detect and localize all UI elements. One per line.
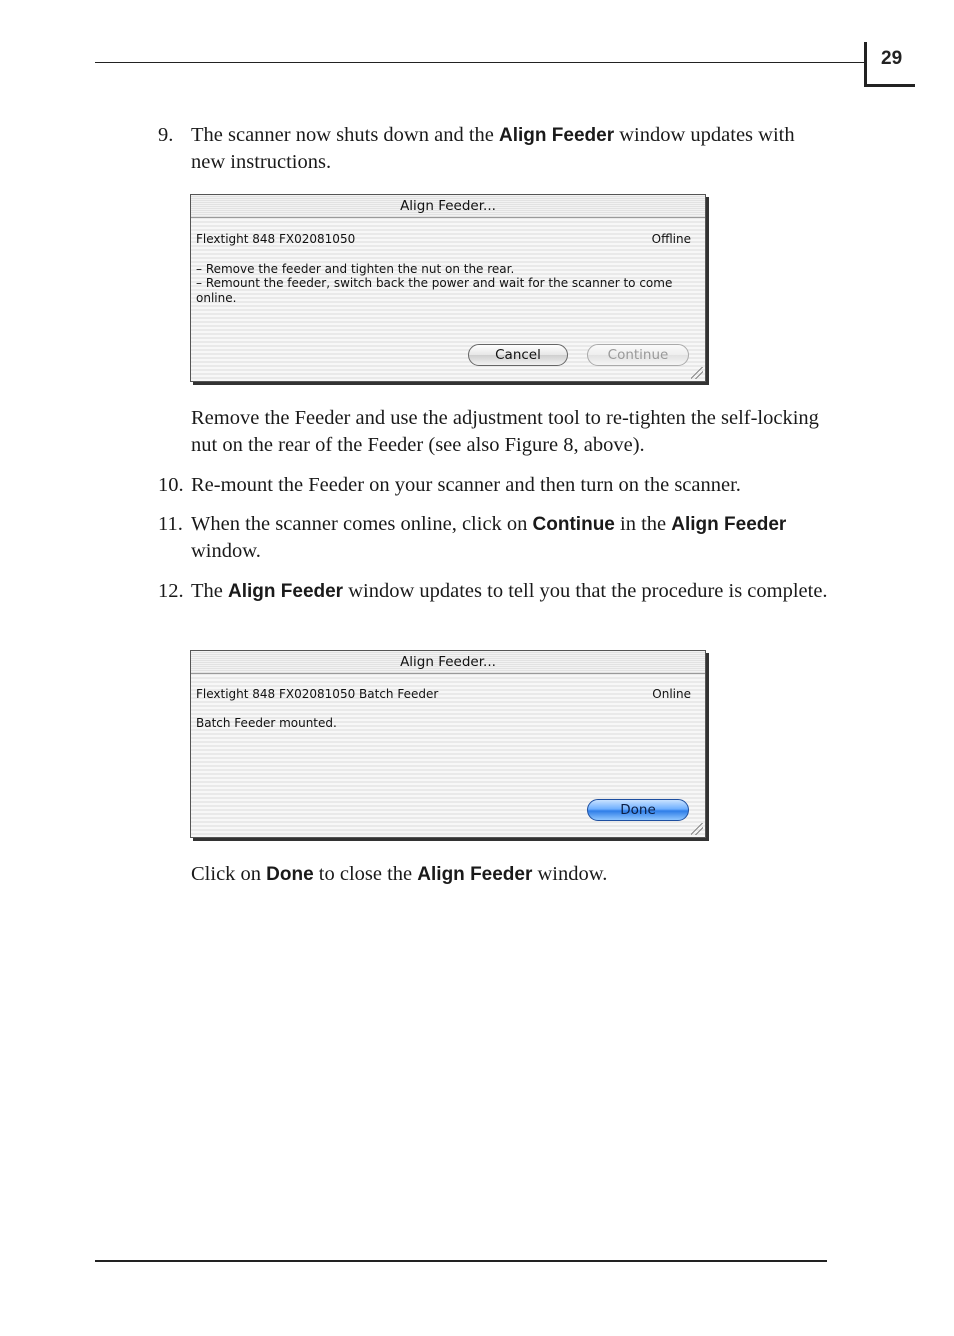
step-number: 10. xyxy=(158,474,184,496)
instruction-paragraph: Remove the Feeder and use the adjustment tool to re-tighten the self-locking nut on the rear of the Feeder (see also Figure 8, above). xyxy=(191,407,819,456)
step-number: 11. xyxy=(158,513,183,535)
continue-button[interactable]: Continue xyxy=(587,344,689,366)
align-feeder-dialog-online xyxy=(190,650,706,838)
instruction-line: – Remove the feeder and tighten the nut on the rear. xyxy=(196,262,515,276)
dialog-title: Align Feeder... xyxy=(191,651,705,674)
device-name: Flextight 848 FX02081050 Batch Feeder xyxy=(196,687,439,701)
instruction-line: – Remount the feeder, switch back the power and wait for the scanner to come xyxy=(196,276,673,290)
resize-grip-icon[interactable] xyxy=(691,823,703,835)
status-badge: Offline xyxy=(651,232,691,246)
header-rule xyxy=(95,62,865,63)
step-text: The Align Feeder window updates to tell you that the procedure is complete. xyxy=(191,580,828,602)
closing-paragraph: Click on Done to close the Align Feeder window. xyxy=(191,863,608,885)
cancel-button[interactable]: Cancel xyxy=(468,344,568,366)
resize-grip-icon[interactable] xyxy=(691,367,703,379)
step-text: The scanner now shuts down and the Align Feeder window updates with new instructions. xyxy=(191,124,795,173)
instruction-line: online. xyxy=(196,291,237,305)
footer-rule xyxy=(95,1260,827,1262)
page-number: 29 xyxy=(881,48,903,69)
page-number-box xyxy=(864,42,915,87)
status-message: Batch Feeder mounted. xyxy=(196,716,337,730)
dialog-title: Align Feeder... xyxy=(191,195,705,218)
status-badge: Online xyxy=(652,687,691,701)
align-feeder-dialog-offline xyxy=(190,194,706,382)
step-number: 9. xyxy=(158,124,174,146)
device-name: Flextight 848 FX02081050 xyxy=(196,232,356,246)
step-number: 12. xyxy=(158,580,184,602)
done-button[interactable]: Done xyxy=(587,799,689,821)
step-text: When the scanner comes online, click on Continue in the Align Feeder window. xyxy=(191,513,787,562)
step-text: Re-mount the Feeder on your scanner and then turn on the scanner. xyxy=(191,474,741,496)
